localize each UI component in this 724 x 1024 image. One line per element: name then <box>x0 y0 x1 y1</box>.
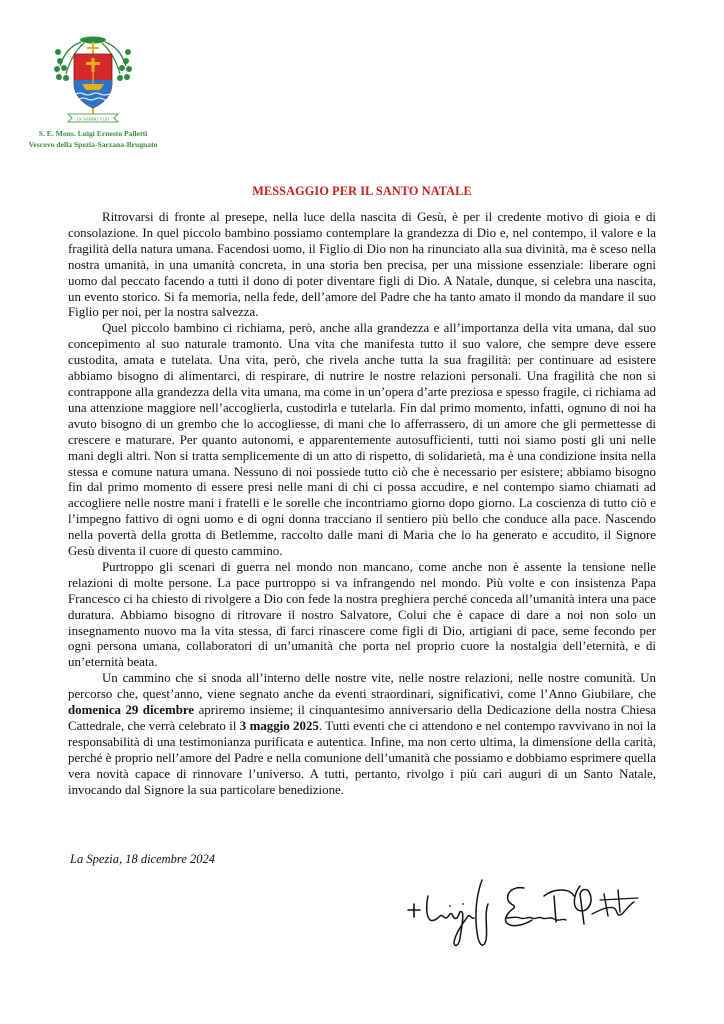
cathedral-anniversary-date: 3 maggio 2025 <box>239 719 319 733</box>
paragraph-2: Quel piccolo bambino ci richiama, però, anche alla grandezza e all’importanza della vita umana, dal suo concepimento al suo naturale tramonto. Una vita che manifesta tutto il suo valore, che sempre deve essere custodita, amata e tutelata. Una vita, però, che rivela anche tutta la sua fragilità: per continuare ad esistere abbiamo bisogno di alimentarci, di respirare, di nutrire le nostre relazioni personali. Una fragilità che non si contrappone alla grandezza della vita umana, ma come in un’opera d’arte preziosa e spesso fragile, ci richiama ad una attenzione maggiore nell’accoglierla, custodirla e tutelarla. Fin dal primo momento, infatti, ognuno di noi ha avuto bisogno di un grembo che lo accogliesse, di mani che lo afferrassero, di un amore che gli permettesse di crescere e maturare. Per quanto autonomi, e apparentemente autosufficienti, tutti noi siamo posti gli uni nelle mani degli altri. Non si tratta semplicemente di un atto di rispetto, di solidarietà, ma è una condizione insita nella stessa e comune natura umana. Nessuno di noi possiede tutto ciò che è necessario per esistere; abbiamo bisogno fin dal primo momento di essere presi nelle mani di chi ci possa accudire, e nel contempo siamo chiamati ad accogliere nelle nostre mani i fratelli e le sorelle che incontriamo giorno dopo giorno. La coscienza di tutto ciò e l’impegno fattivo di ogni uomo e di ogni donna tracciano il sentiero più bello che conduce alla pace. Nascendo nella povertà della grotta di Betlemme, raccolto dalle mani di Maria che lo ha generato e accudito, il Signore Gesù diventa il cuore di questo cammino. <box>68 321 656 559</box>
page-title: MESSAGGIO PER IL SANTO NATALE <box>252 184 472 198</box>
episcopal-coat-of-arms <box>54 34 132 126</box>
paragraph-1: Ritrovarsi di fronte al presepe, nella luce della nascita di Gesù, è per il credente motivo di gioia e di consolazione. In quel piccolo bambino possiamo contemplare la grandezza di Dio e, nel contempo, il valore e la fragilità della natura umana. Facendosi uomo, il Figlio di Dio non ha rinunciato alla sua divinità, ma è sceso nella nostra umanità, in una umanità concreta, in una storia ben precisa, per una missione essenziale: liberare ogni uomo dal peccato facendo a tutti il dono di poter diventare figli di Dio. A Natale, dunque, si celebra una nascita, un evento storico. Si fa memoria, nella fede, dell’amore del Padre che ha tanto amato il mondo da mandare il suo Figlio per noi, per la nostra salvezza. <box>68 210 656 320</box>
handwritten-signature <box>404 866 660 952</box>
message-body <box>68 210 656 799</box>
jubilee-date: domenica 29 dicembre <box>68 703 195 718</box>
bishop-name: S. E. Mons. Luigi Ernesto Palletti <box>38 129 148 138</box>
place-and-date: La Spezia, 18 dicembre 2024 <box>70 852 216 866</box>
bishop-name-block <box>0 128 186 150</box>
paragraph-4-text: Un cammino che si snoda all’interno delle nostre vite, nelle nostre relazioni, nelle nostre comunità. Un percorso che, quest’anno, viene segnato anche da eventi straordinari, significativi, come l’Anno Giubilare, che <box>68 671 656 702</box>
paragraph-4-text: . Tutti eventi che ci attendono e nel contempo ravvivano in noi la responsabilità di una testimonianza purificata e autentica. Infine, ma non certo ultima, la dimensione della carità, perché è proprio nell’amore del Padre e nella comunione dell’umanità che possiamo e dobbiamo esprimere quella vera novità capace di rinnovare l’universo. A tutti, pertanto, rivolgo i più cari auguri di un Santo Natale, invocando dal Signore la sua particolare benedizione. <box>68 719 656 797</box>
crest-motto: IN VERBO TUO <box>77 116 109 122</box>
paragraph-3: Purtroppo gli scenari di guerra nel mondo non mancano, come anche non è assente la tensione nelle relazioni di molte persone. La pace purtroppo si va infrangendo nel mondo. Più volte e con insistenza Papa Francesco ci ha chiesto di rivolgere a Dio con fede la nostra preghiera perché conceda all’umanità intera una pace duratura. Abbiamo bisogno di ritrovare il nostro Salvatore, Colui che è capace di dare a noi non solo un insegnamento nuovo ma la vita stessa, di farci rinascere come figli di Dio, artigiani di pace, seme fecondo per ogni persona umana, collaboratori di un’umanità che porta nel proprio cuore la nostalgia dell’eternità, e di un’eternità beata. <box>68 559 656 670</box>
paragraph-4-text: apriremo insieme; il cinquantesimo anniversario della Dedicazione della nostra Chiesa Cattedrale, che verrà celebrato il <box>68 703 657 733</box>
bishop-diocese: Vescovo della Spezia-Sarzana-Brugnato <box>28 140 158 149</box>
paragraph-4 <box>68 671 656 798</box>
